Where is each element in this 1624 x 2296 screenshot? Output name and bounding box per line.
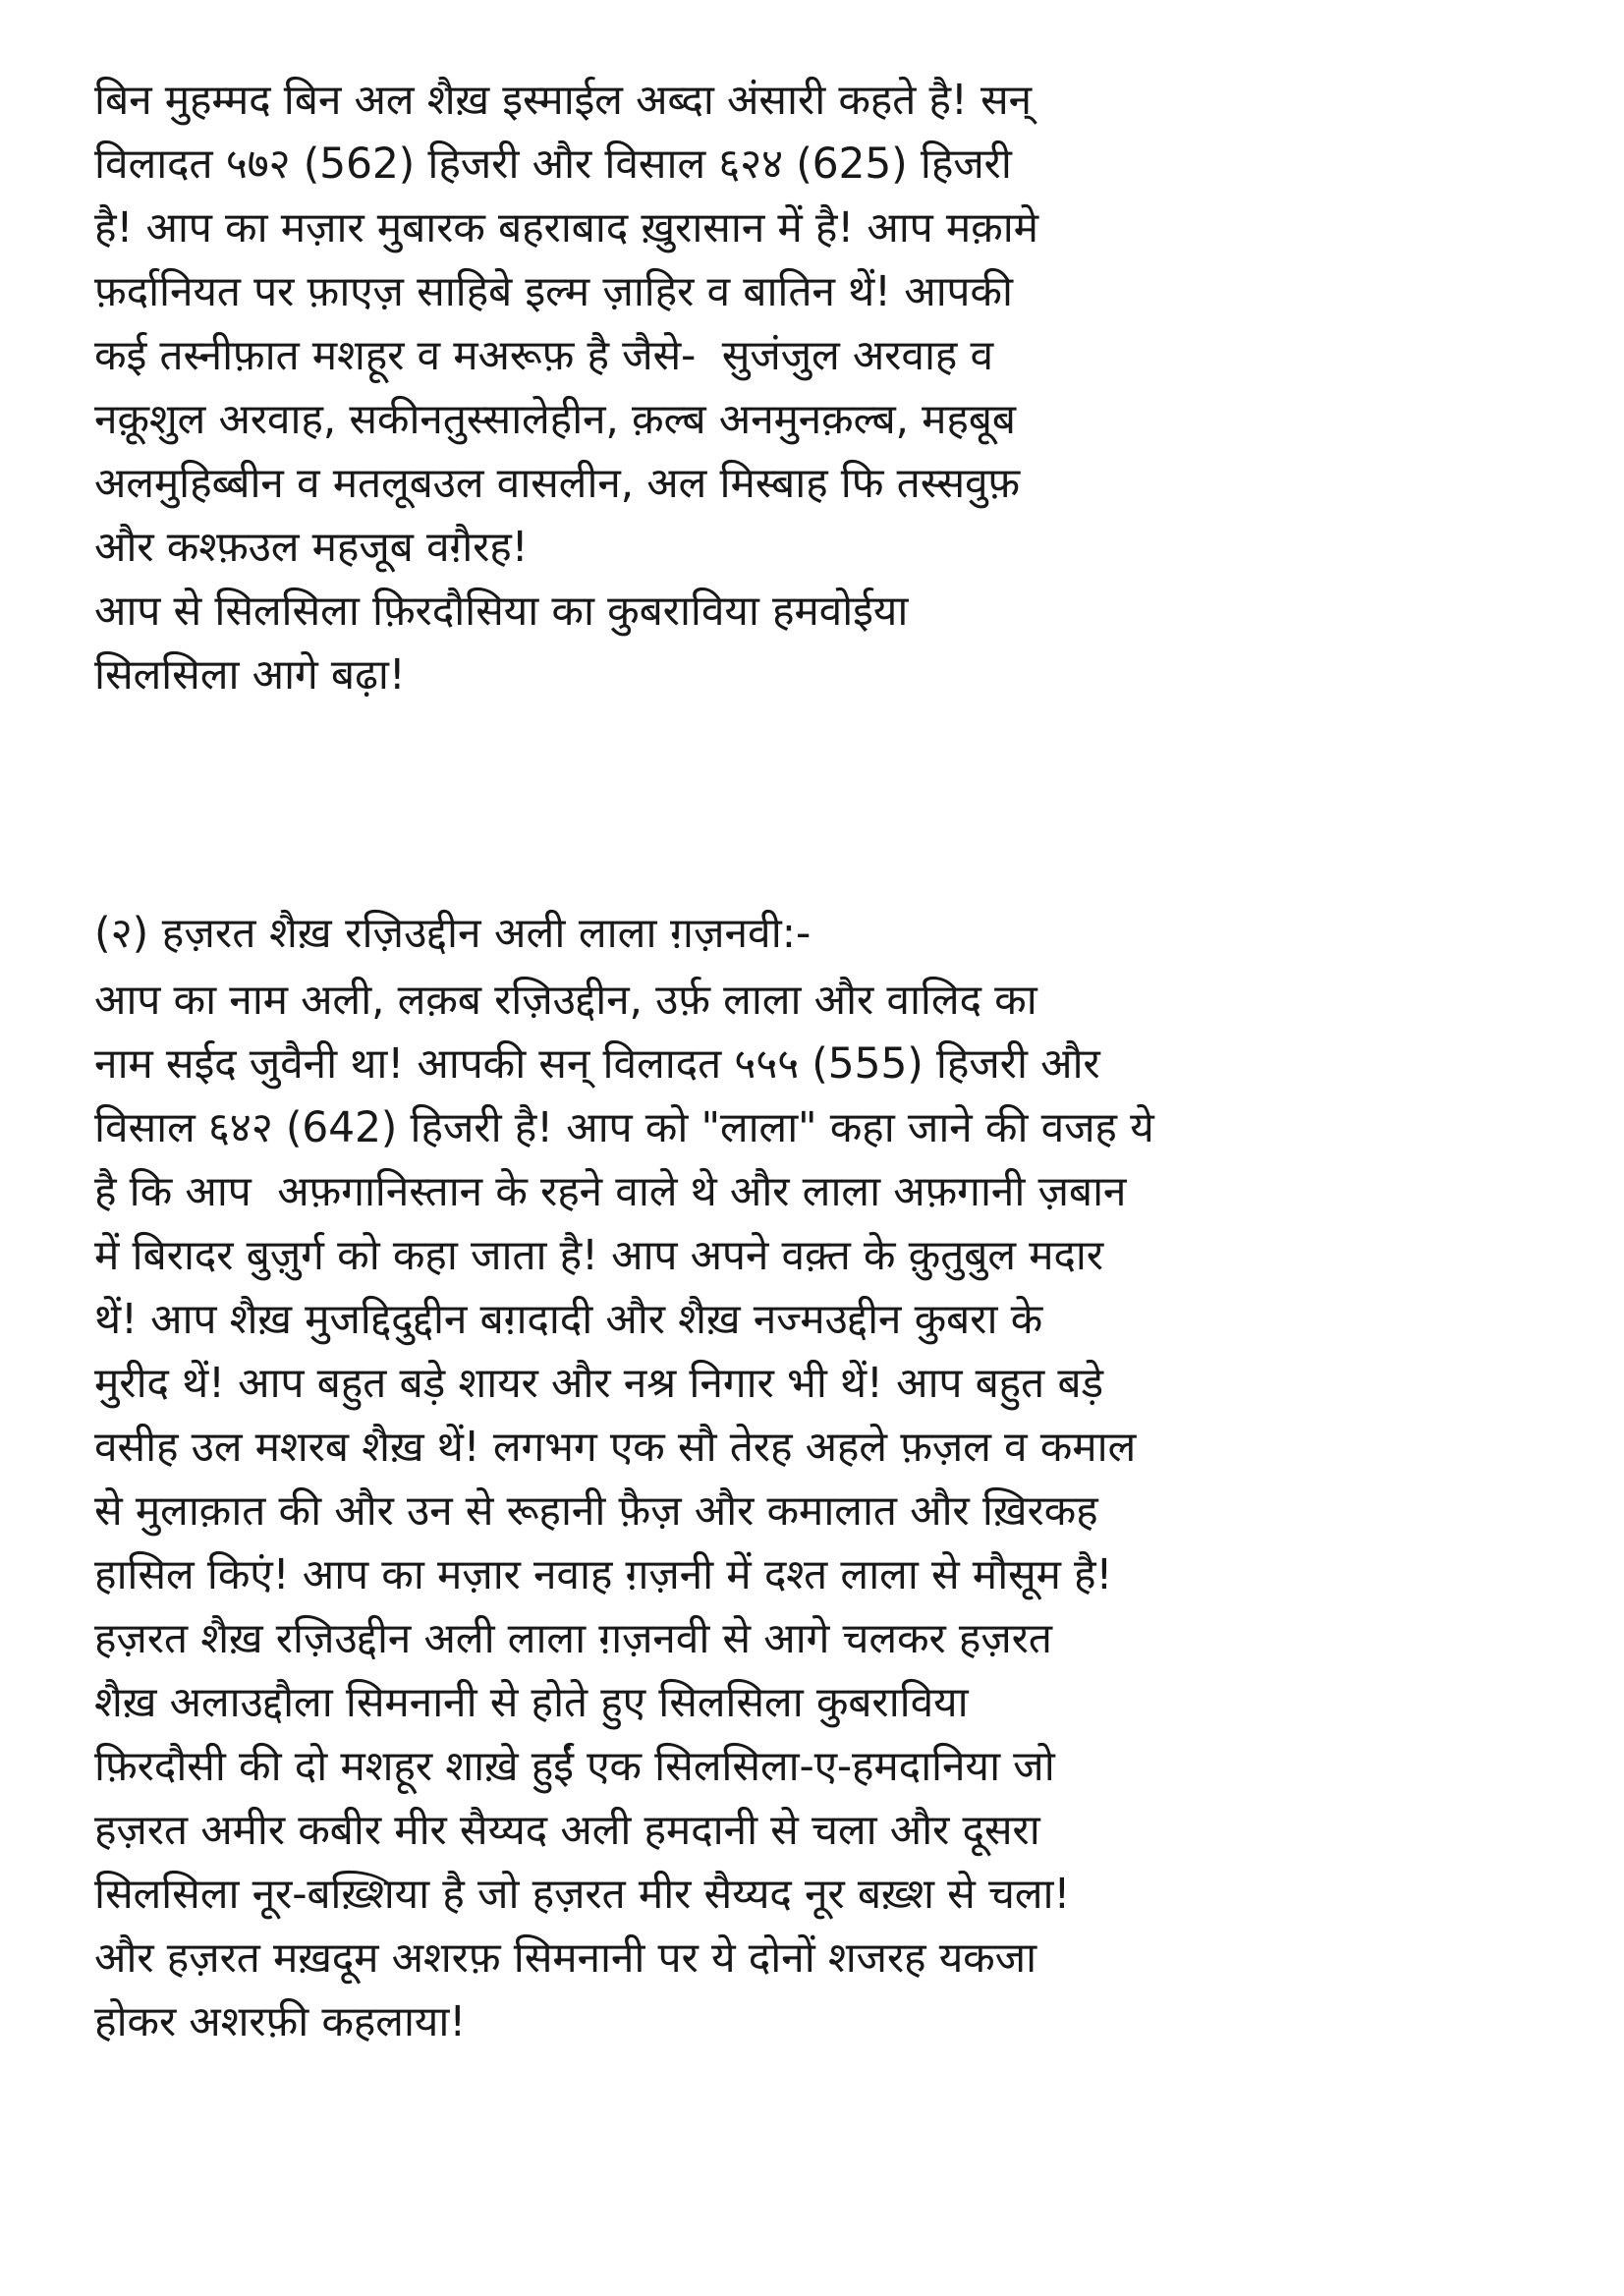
text-line: और कश्फ़उल महजूब वग़ैरह! [94, 524, 529, 572]
text-line: फ़र्दानियत पर फ़ाएज़ साहिबे इल्म ज़ाहिर व बातिन थें! आपकी [94, 268, 1013, 316]
text-line: में बिरादर बुज़ुर्ग को कहा जाता है! आप अपने वक़्त के क़ुतुबुल मदार [94, 1232, 1103, 1280]
text-line: बिन मुहम्मद बिन अल शैख़ इस्माईल अब्दा अंसारी कहते है! सन् [94, 77, 1032, 125]
text-line: वसीह उल मशरब शैख़ थें! लगभग एक सौ तेरह अहले फ़ज़ल व कमाल [94, 1424, 1137, 1472]
text-line: थें! आप शैख़ मुजद्दिदुद्दीन बग़दादी और शैख़ नज्मउद्दीन कुबरा के [94, 1296, 1043, 1344]
text-line: मुरीद थें! आप बहुत बड़े शायर और नश्र निगार भी थें! आप बहुत बड़े [94, 1360, 1103, 1408]
heading-2 [94, 900, 1547, 969]
text-line: आप का नाम अली, लक़ब रज़िउद्दीन, उर्फ़ लाला और वालिद का [94, 977, 1037, 1025]
text-line: से मुलाक़ात की और उन से रूहानी फ़ैज़ और कमालात और ख़िरकह [94, 1487, 1098, 1536]
text-line: है! आप का मज़ार मुबारक बहराबाद ख़ुरासान में है! आप मक़ामे [94, 204, 1038, 252]
section-heading: (२) हज़रत शैख़ रज़िउद्दीन अली लाला ग़ज़नवी:- [94, 910, 812, 958]
paragraph-1 [94, 69, 1547, 707]
text-line: विलादत ५७२ (562) हिजरी और विसाल ६२४ (625) हिजरी [94, 140, 1012, 189]
text-line: है कि आप अफ़गानिस्तान के रहने वाले थे और लाला अफ़गानी ज़बान [94, 1168, 1127, 1216]
text-line: सिलसिला आगे बढ़ा! [94, 651, 406, 700]
text-line: हज़रत शैख़ रज़िउद्दीन अली लाला ग़ज़नवी से आगे चलकर हज़रत [94, 1615, 1052, 1663]
text-line: और हज़रत मख़दूम अशरफ़ सिमनानी पर ये दोनों शजरह यकजा [94, 1934, 1036, 1983]
section-spacer [94, 707, 1547, 900]
text-line: आप से सिलसिला फ़िरदौसिया का कुबराविया हमवोईया [94, 588, 909, 636]
document-text-body [94, 69, 1547, 2054]
text-line: नाम सईद जुवैनी था! आपकी सन् विलादत ५५५ (555) हिजरी और [94, 1040, 1100, 1089]
text-line: कई तस्नीफ़ात मशहूर व मअरूफ़ है जैसे- सुजंजुल अरवाह व [94, 332, 993, 380]
text-line: हज़रत अमीर कबीर मीर सैय्यद अली हमदानी से चला और दूसरा [94, 1807, 1040, 1855]
text-line: फ़िरदौसी की दो मशहूर शाख़े हुईं एक सिलसिला-ए-हमदानिया जो [94, 1743, 1055, 1791]
text-line: होकर अशरफ़ी कहलाया! [94, 1998, 467, 2046]
text-line: नक़ूशुल अरवाह, सकीनतुस्सालेहीन, क़ल्ब अनमुनक़ल्ब, महबूब [94, 396, 1016, 444]
text-line: सिलसिला नूर-बख़्शिया है जो हज़रत मीर सैय्यद नूर बख़्श से चला! [94, 1871, 1071, 1919]
text-line: अलमुहिब्बीन व मतलूबउल वासलीन, अल मिस्बाह फि तस्सवुफ़ [94, 460, 1020, 508]
text-line: विसाल ६४२ (642) हिजरी है! आप को "लाला" कहा जाने की वजह ये [94, 1104, 1154, 1152]
text-line: हासिल किएं! आप का मज़ार नवाह ग़ज़नी में दश्त लाला से मौसूम है! [94, 1551, 1113, 1599]
paragraph-2 [94, 969, 1547, 2054]
text-line: शैख़ अलाउद्दौला सिमनानी से होते हुए सिलसिला कुबराविया [94, 1679, 969, 1727]
